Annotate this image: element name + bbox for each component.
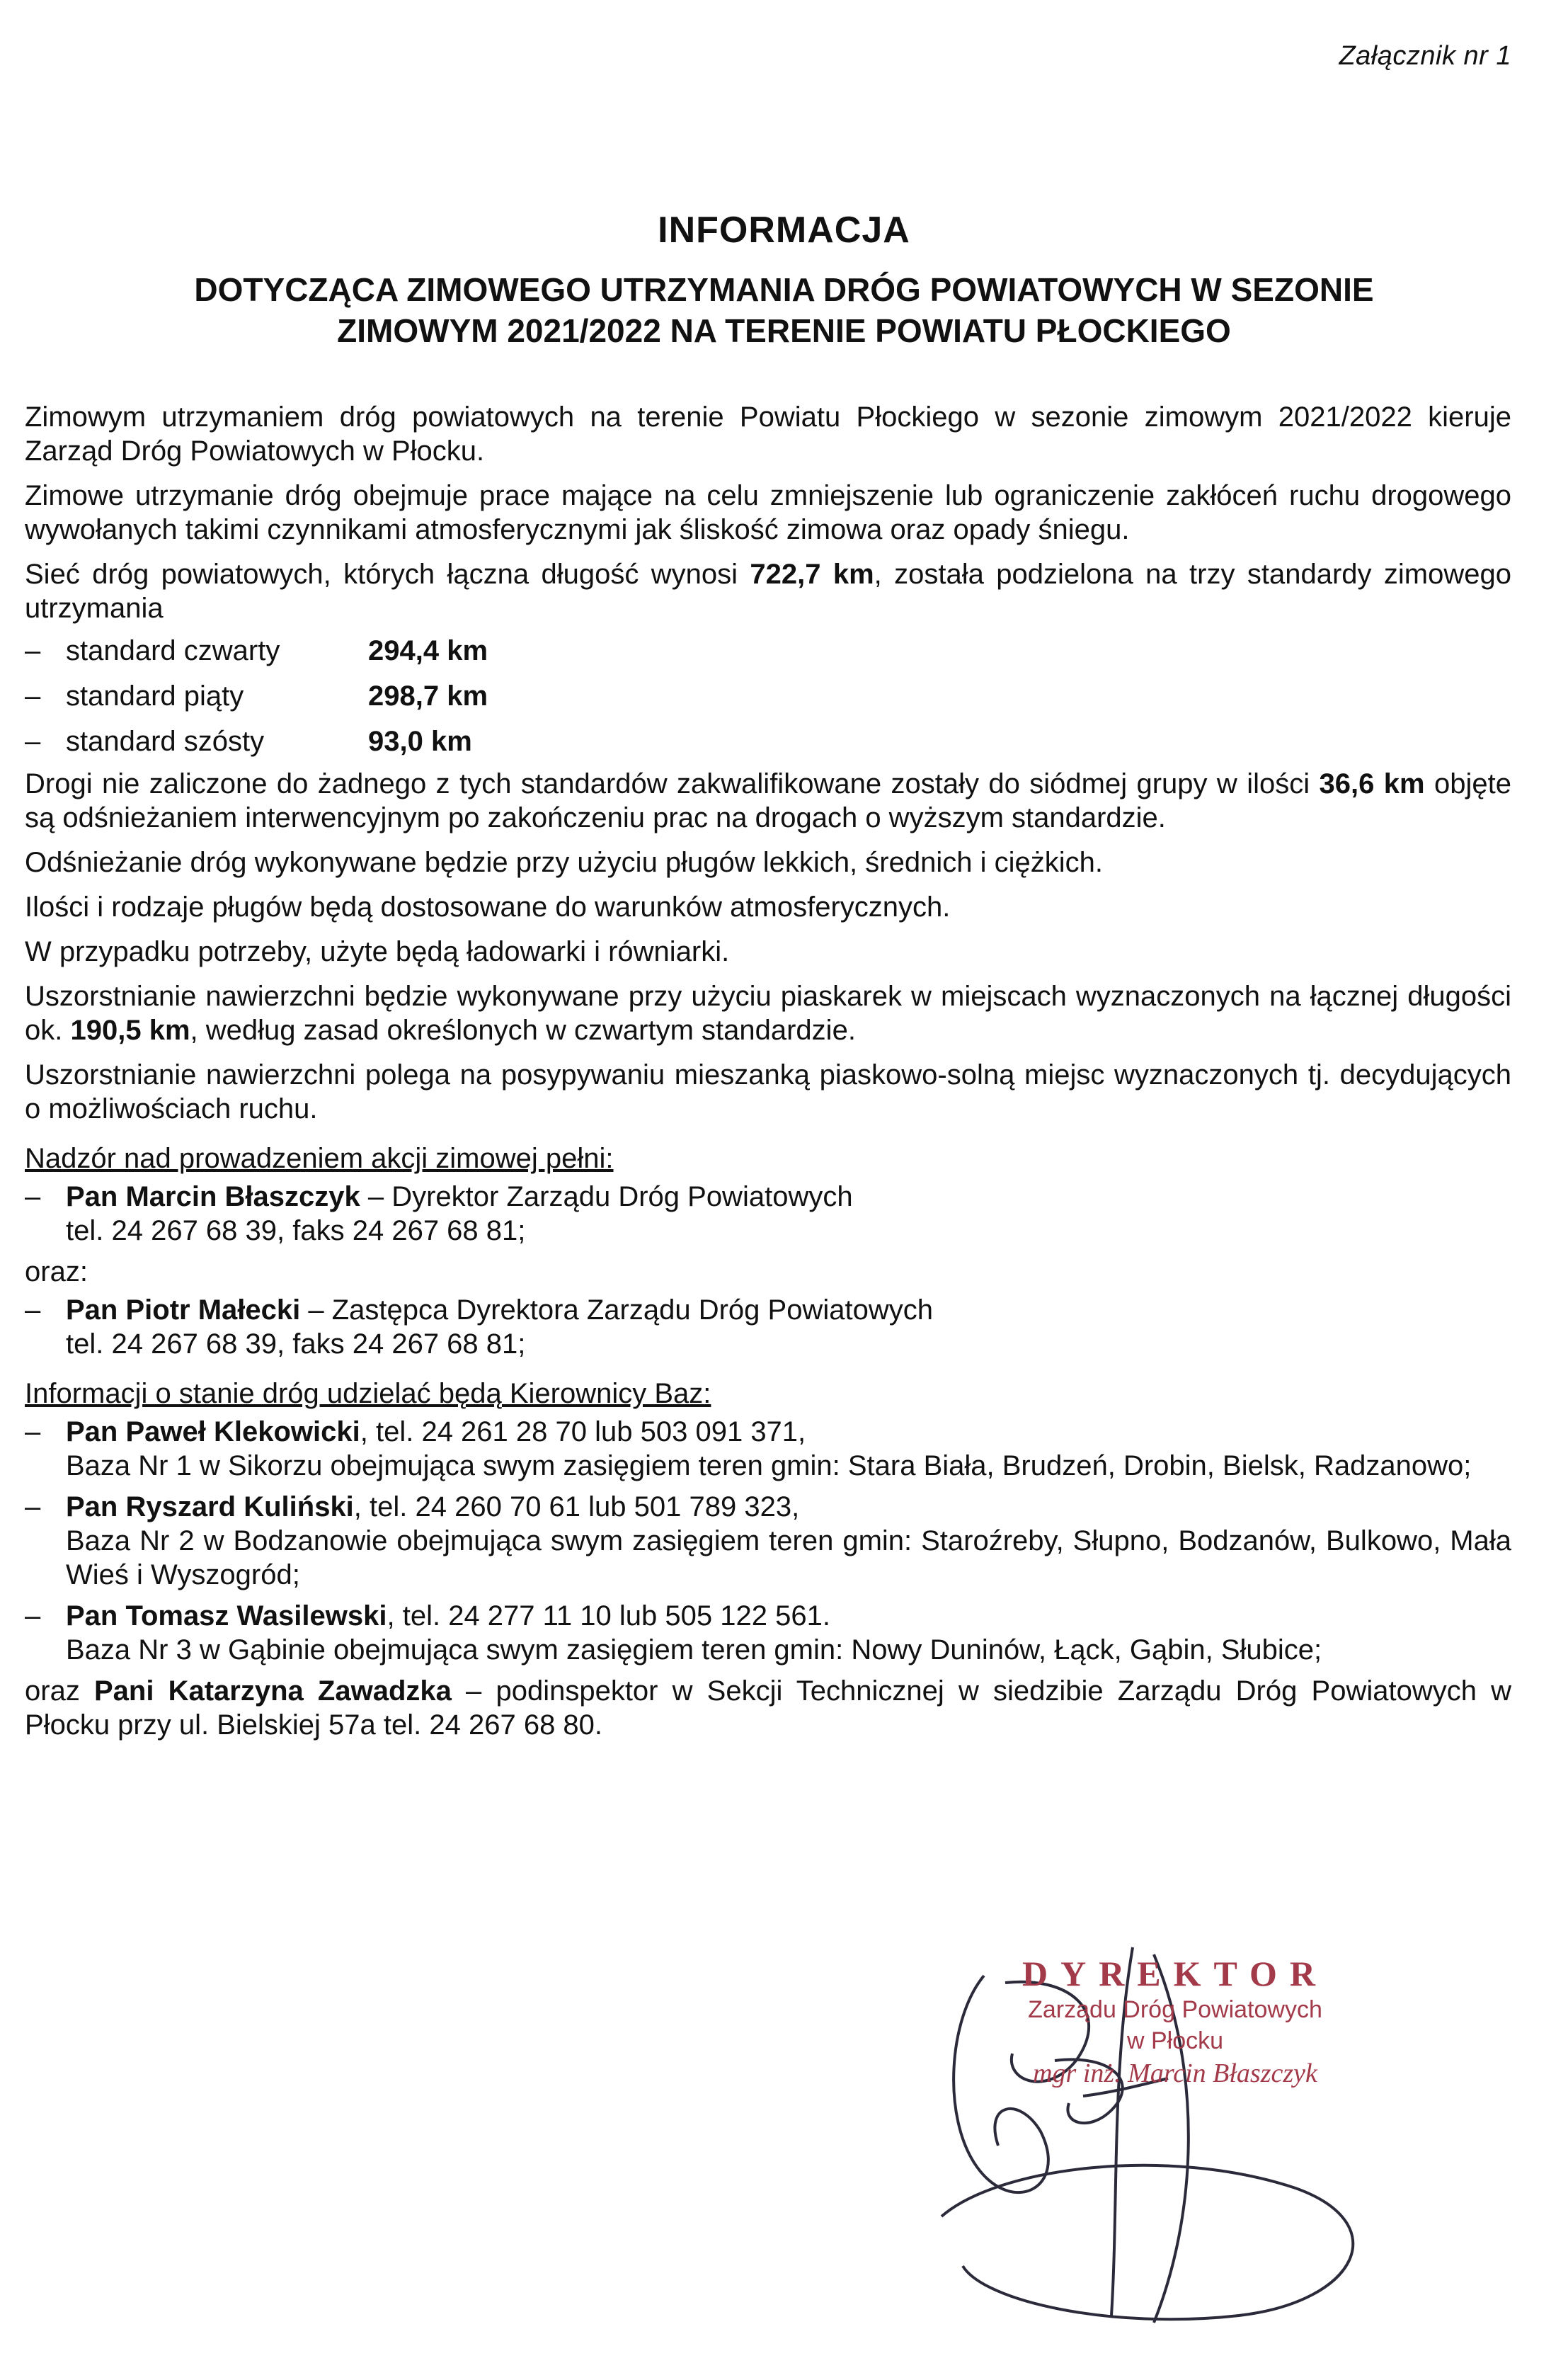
list-dash: – <box>25 1491 41 1522</box>
standard-row <box>25 628 1511 673</box>
standards-list <box>25 628 1511 764</box>
oraz-label: oraz: <box>25 1256 88 1287</box>
stamp-line-1: Zarządu Dróg Powiatowych <box>1028 1996 1322 2023</box>
list-dash: – <box>25 1294 41 1326</box>
supervisor-entry <box>25 1180 1511 1248</box>
network-text-after: , została podzielona na trzy standardy zimowego utrzymania <box>25 559 1511 624</box>
network-text-before: Sieć dróg powiatowych, których łączna długość wynosi <box>25 559 750 590</box>
supervisor-contact: tel. 24 267 68 39, faks 24 267 68 81; <box>66 1328 526 1360</box>
supervisor-contact: tel. 24 267 68 39, faks 24 267 68 81; <box>66 1215 526 1246</box>
annex-label: Załącznik nr 1 <box>1339 41 1511 71</box>
list-dash: – <box>25 635 41 666</box>
final-text: – podinspektor w Sekcji Technicznej w siedzibie Zarządu Dróg Powiatowych w Płocku przy ul. Bielskiej 57a tel. 24 267 68 80. <box>25 1675 1511 1741</box>
paragraph-network <box>25 557 1511 625</box>
standard-length: 93,0 km <box>368 726 472 757</box>
seventh-text-before: Drogi nie zaliczone do żadnego z tych standardów zakwalifikowane zostały do siódmej grupy w ilości <box>25 768 1320 799</box>
list-dash: – <box>25 681 41 712</box>
standard-row <box>25 719 1511 764</box>
standard-length: 298,7 km <box>368 681 488 712</box>
manager-phone: , tel. 24 260 70 61 lub 501 789 323, <box>353 1491 800 1522</box>
manager-phone: , tel. 24 277 11 10 lub 505 122 561. <box>387 1600 830 1632</box>
document-subtitle <box>106 269 1462 351</box>
stamp-line-2: w Płocku <box>1126 2027 1224 2054</box>
list-dash: – <box>25 1181 41 1212</box>
supervisor-entry <box>25 1293 1511 1361</box>
manager-name: Pan Paweł Klekowicki <box>66 1416 360 1447</box>
paragraph-seventh-group <box>25 767 1511 835</box>
manager-phone: , tel. 24 261 28 70 lub 503 091 371, <box>360 1416 806 1447</box>
document-body <box>25 400 1511 1753</box>
final-prefix: oraz <box>25 1675 94 1707</box>
list-dash: – <box>25 726 41 757</box>
list-dash: – <box>25 1600 41 1632</box>
director-stamp <box>991 1953 1359 2090</box>
paragraph-plough-types: Ilości i rodzaje pługów będą dostosowane do warunków atmosferycznych. <box>25 892 951 923</box>
subtitle-line-1: DOTYCZĄCA ZIMOWEGO UTRZYMANIA DRÓG POWIATOWYCH W SEZONIE <box>194 271 1374 308</box>
manager-base: Baza Nr 2 w Bodzanowie obejmująca swym zasięgiem teren gmin: Staroźreby, Słupno, Bodzanów, Bulkowo, Mała Wieś i Wyszogród; <box>66 1525 1511 1590</box>
subtitle-line-2: ZIMOWYM 2021/2022 NA TERENIE POWIATU PŁOCKIEGO <box>337 312 1231 349</box>
network-length: 722,7 km <box>750 559 874 590</box>
paragraph-management: Zimowym utrzymaniem dróg powiatowych na terenie Powiatu Płockiego w sezonie zimowym 2021/2022 kieruje Zarząd Dróg Powiatowych w Płocku. <box>25 402 1511 467</box>
document-title: INFORMACJA <box>658 210 910 251</box>
manager-entry <box>25 1490 1511 1592</box>
list-dash: – <box>25 1416 41 1447</box>
gritting-text-after: , według zasad określonych w czwartym standardzie. <box>190 1015 856 1046</box>
manager-base: Baza Nr 1 w Sikorzu obejmująca swym zasięgiem teren gmin: Stara Biała, Brudzeń, Drobin, Bielsk, Radzanowo; <box>66 1450 1472 1481</box>
supervisor-role: – Dyrektor Zarządu Dróg Powiatowych <box>360 1181 853 1212</box>
paragraph-ploughs: Odśnieżanie dróg wykonywane będzie przy użyciu pługów lekkich, średnich i ciężkich. <box>25 847 1103 878</box>
supervisor-name: Pan Marcin Błaszczyk <box>66 1181 360 1212</box>
paragraph-scope: Zimowe utrzymanie dróg obejmuje prace mające na celu zmniejszenie lub ograniczenie zakłóceń ruchu drogowego wywołanych takimi czynnikami atmosferycznymi jak śliskość zimowa oraz opady śniegu. <box>25 480 1511 545</box>
paragraph-final-contact <box>25 1674 1511 1742</box>
manager-name: Pan Tomasz Wasilewski <box>66 1600 387 1632</box>
standard-row <box>25 673 1511 719</box>
supervision-heading: Nadzór nad prowadzeniem akcji zimowej pełni: <box>25 1143 614 1174</box>
standard-name: standard szósty <box>66 726 265 757</box>
manager-base: Baza Nr 3 w Gąbinie obejmująca swym zasięgiem teren gmin: Nowy Duninów, Łąck, Gąbin, Słubice; <box>66 1634 1322 1666</box>
manager-entry <box>25 1415 1511 1483</box>
final-name: Pani Katarzyna Zawadzka <box>93 1675 452 1707</box>
info-heading: Informacji o stanie dróg udzielać będą Kierownicy Baz: <box>25 1378 711 1409</box>
seventh-length: 36,6 km <box>1319 768 1425 799</box>
manager-name: Pan Ryszard Kuliński <box>66 1491 354 1522</box>
stamp-signatory: mgr inż. Marcin Błaszczyk <box>1033 2059 1317 2088</box>
standard-length: 294,4 km <box>368 635 488 666</box>
gritting-length: 190,5 km <box>70 1015 190 1046</box>
paragraph-gritting-method: Uszorstnianie nawierzchni polega na posypywaniu mieszanką piaskowo-solną miejsc wyznaczonych tj. decydujących o możliwościach ruchu. <box>25 1059 1511 1124</box>
paragraph-gritting <box>25 979 1511 1047</box>
manager-entry <box>25 1599 1511 1667</box>
stamp-title: DYREKTOR <box>1022 1954 1328 1993</box>
gritting-text-before: Uszorstnianie nawierzchni będzie wykonywane przy użyciu piaskarek w miejscach wyznaczonych na łącznej długości ok. <box>25 981 1511 1046</box>
seventh-text-after: objęte są odśnieżaniem interwencyjnym po zakończeniu prac na drogach o wyższym standardzie. <box>25 768 1511 833</box>
paragraph-loaders: W przypadku potrzeby, użyte będą ładowarki i równiarki. <box>25 936 730 967</box>
standard-name: standard czwarty <box>66 635 280 666</box>
supervisor-name: Pan Piotr Małecki <box>66 1294 301 1326</box>
supervisor-role: – Zastępca Dyrektora Zarządu Dróg Powiatowych <box>300 1294 933 1326</box>
standard-name: standard piąty <box>66 681 244 712</box>
